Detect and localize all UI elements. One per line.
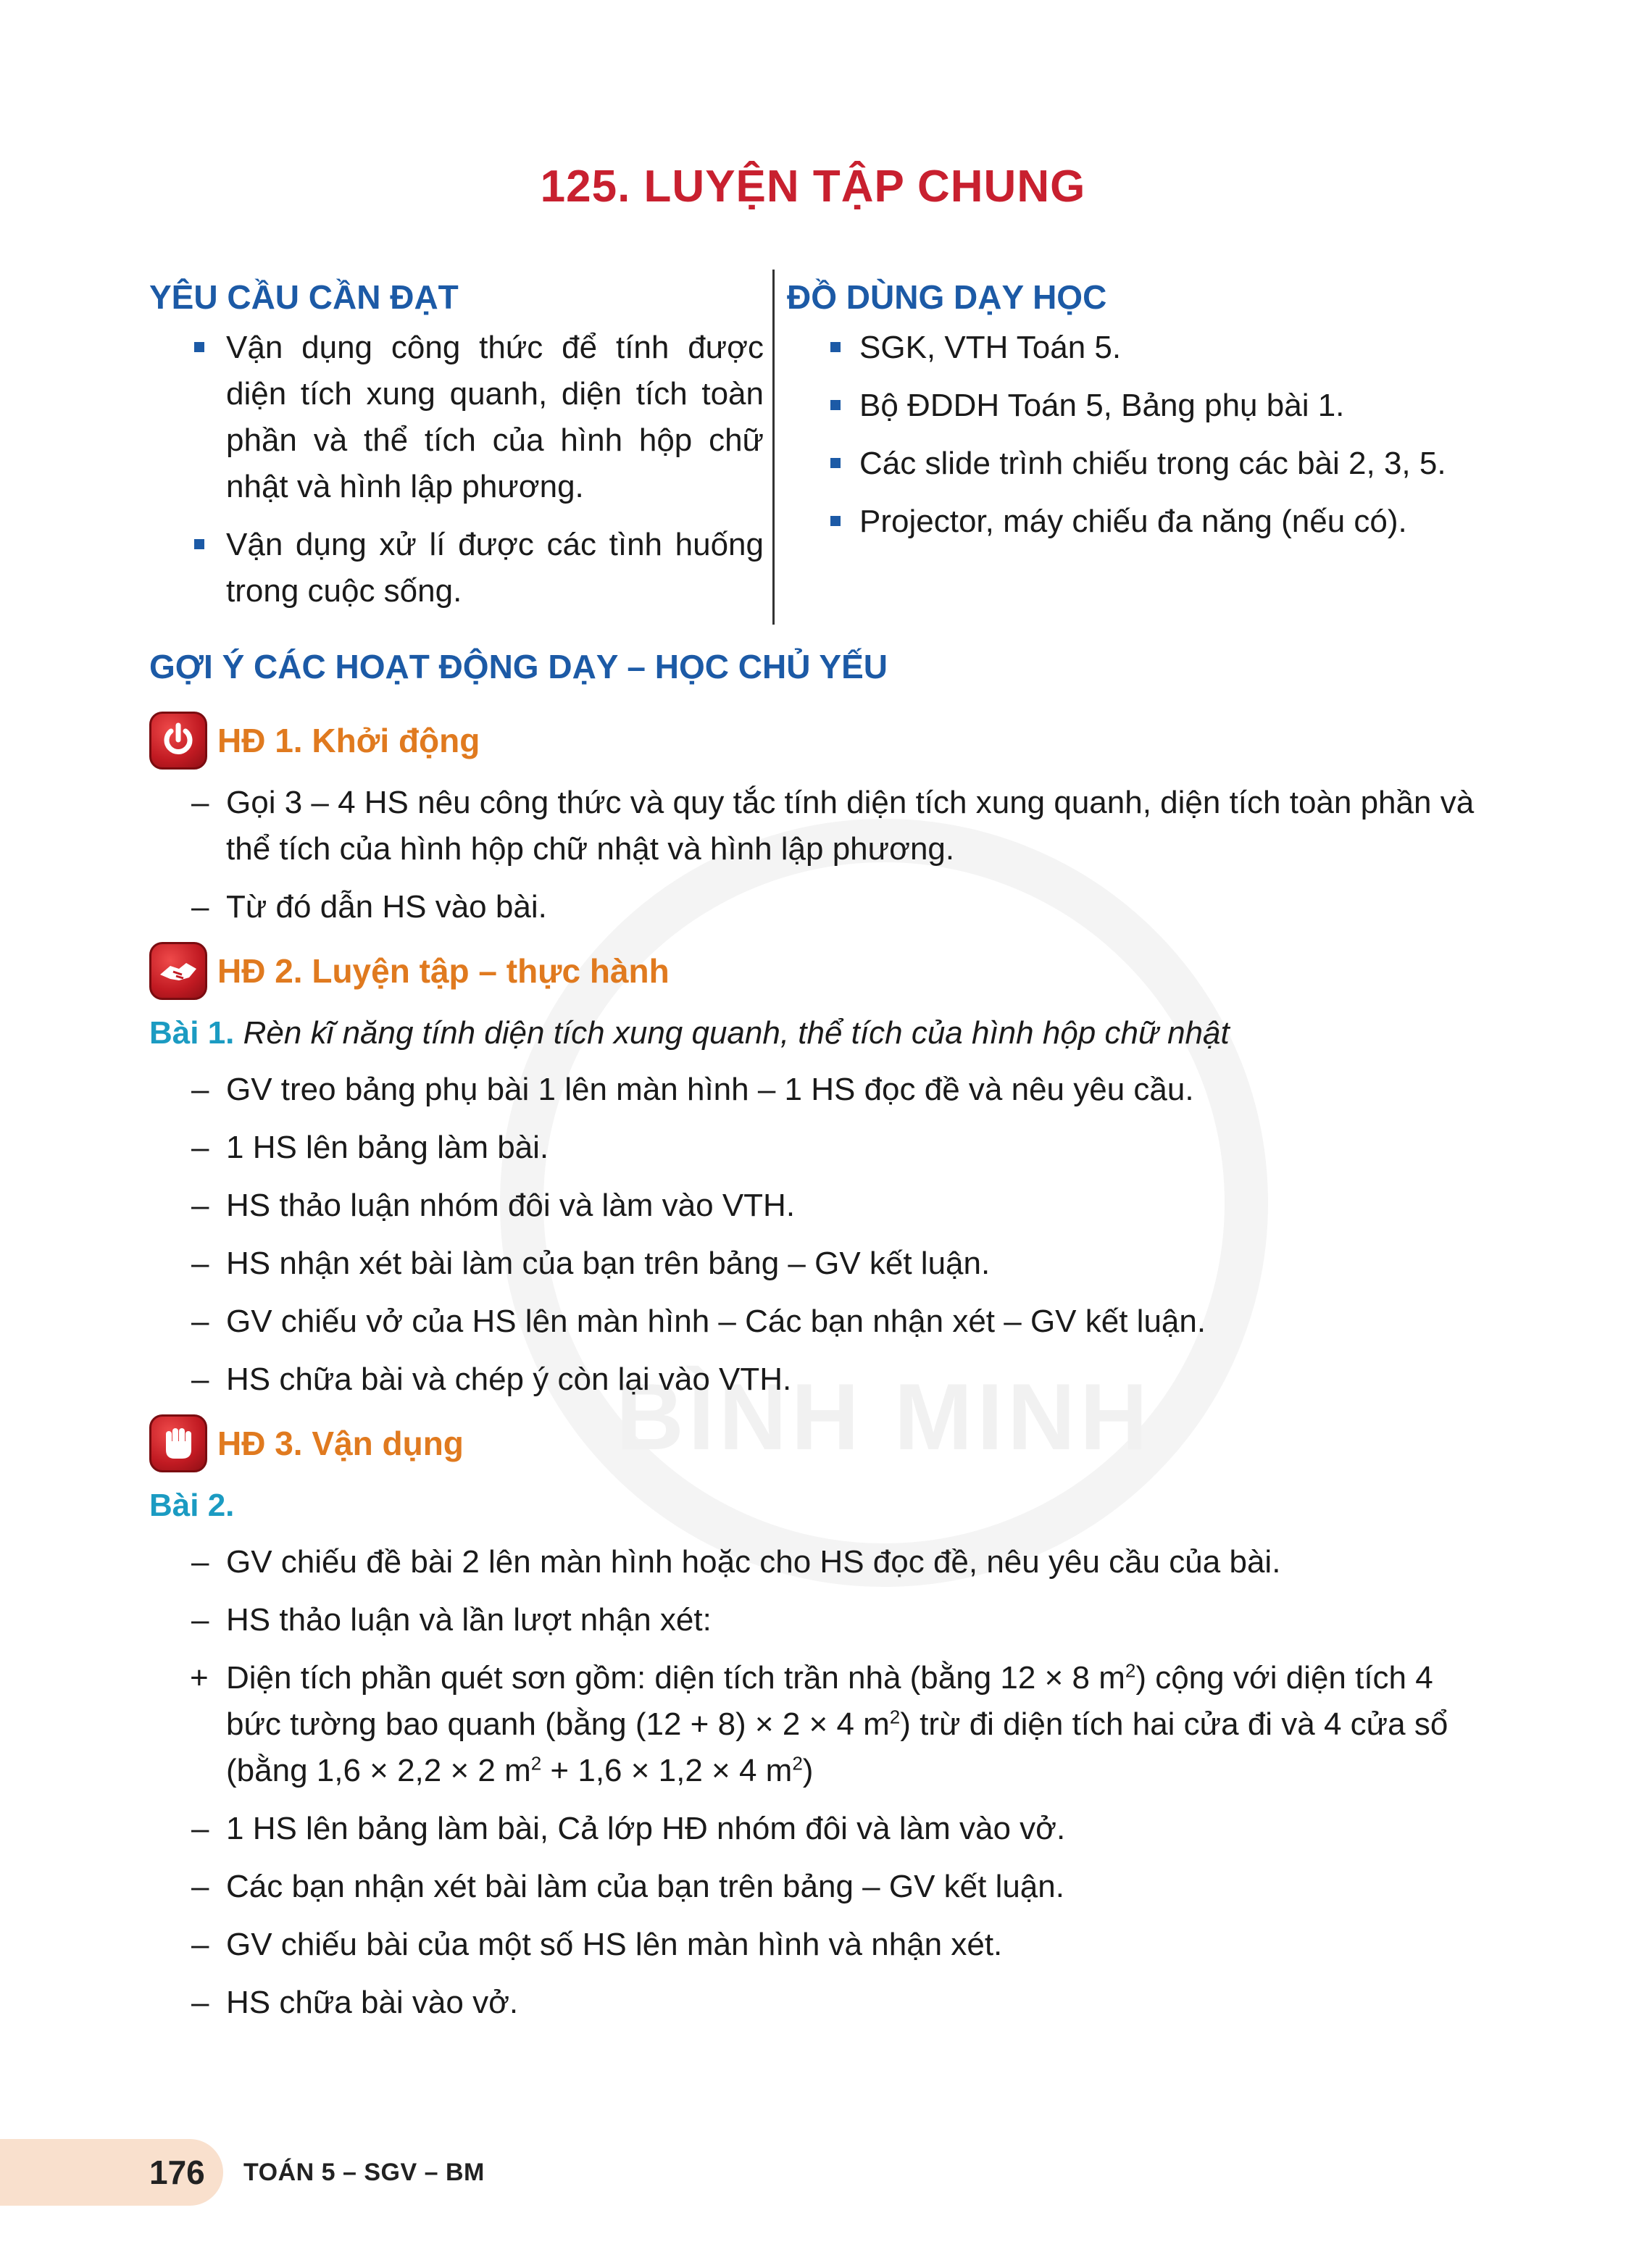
material-item: Bộ ĐDDH Toán 5, Bảng phụ bài 1.	[787, 383, 1483, 429]
exercise-1-description: Rèn kĩ năng tính diện tích xung quanh, thể tích của hình hộp chữ nhật	[243, 1015, 1230, 1051]
requirements-section	[149, 275, 764, 626]
hd3-item: – GV chiếu bài của một số HS lên màn hình và nhận xét.	[149, 1922, 1483, 1968]
hd2-item: – GV treo bảng phụ bài 1 lên màn hình – 1 HS đọc đề và nêu yêu cầu.	[149, 1067, 1483, 1113]
plus-text: Diện tích phần quét sơn gồm: diện tích trần nhà (bằng 12 × 8 m	[226, 1660, 1125, 1696]
requirement-item: Vận dụng xử lí được các tình huống trong cuộc sống.	[149, 522, 764, 614]
page-number: 176	[149, 2154, 205, 2191]
exercise-1-title	[149, 1010, 1483, 1056]
material-item: SGK, VTH Toán 5.	[787, 325, 1483, 371]
activities-section	[149, 645, 1483, 2038]
hd2-item: – HS thảo luận nhóm đôi và làm vào VTH.	[149, 1183, 1483, 1229]
requirements-heading: YÊU CẦU CẦN ĐẠT	[149, 278, 459, 316]
page-title: 125. LUYỆN TẬP CHUNG	[540, 162, 1086, 212]
hd1-item: – Từ đó dẫn HS vào bài.	[149, 884, 1483, 930]
hd3-item: – GV chiếu đề bài 2 lên màn hình hoặc cho HS đọc đề, nêu yêu cầu của bài.	[149, 1539, 1483, 1585]
watermark-text: BÌNH MINH	[615, 1364, 1153, 1469]
column-divider	[772, 270, 775, 625]
materials-heading: ĐỒ DÙNG DẠY HỌC	[787, 278, 1107, 316]
material-item: Các slide trình chiếu trong các bài 2, 3, 5.	[787, 441, 1483, 487]
hd3-item: – HS chữa bài vào vở.	[149, 1980, 1483, 2026]
plus-text: ) cộng với diện tích 4 bức tường bao quanh (bằng (12 + 8) × 2 × 4 m	[226, 1660, 1433, 1742]
hd2-header	[149, 942, 1483, 1000]
hd3-label: HĐ 3. Vận dụng	[217, 1425, 464, 1462]
plus-text: + 1,6 × 1,2 × 4 m	[541, 1753, 793, 1788]
hd3-item: – HS thảo luận và lần lượt nhận xét:	[149, 1597, 1483, 1643]
requirement-item: Vận dụng công thức để tính được diện tích xung quanh, diện tích toàn phần và thể tích của hình hộp chữ nhật và hình lập phương.	[149, 325, 764, 510]
plus-text: ) trừ đi diện tích hai cửa đi và 4 cửa sổ (bằng 1,6 × 2,2 × 2 m	[226, 1706, 1448, 1788]
superscript: 2	[889, 1706, 901, 1728]
exercise-2-title	[149, 1483, 1483, 1529]
materials-section	[787, 275, 1483, 556]
hd3-item: – 1 HS lên bảng làm bài, Cả lớp HĐ nhóm đôi và làm vào vở.	[149, 1806, 1483, 1852]
hd2-item: – GV chiếu vở của HS lên màn hình – Các bạn nhận xét – GV kết luận.	[149, 1298, 1483, 1345]
hd2-item: – HS nhận xét bài làm của bạn trên bảng – GV kết luận.	[149, 1241, 1483, 1287]
plus-text: )	[802, 1753, 814, 1788]
hd1-header	[149, 712, 1483, 770]
handshake-icon	[149, 942, 207, 1000]
superscript: 2	[792, 1752, 803, 1775]
hd3-header	[149, 1414, 1483, 1472]
footer-title: TOÁN 5 – SGV – BM	[243, 2159, 485, 2186]
exercise-2-label: Bài 2.	[149, 1488, 235, 1523]
power-icon	[149, 712, 207, 770]
superscript: 2	[1125, 1659, 1136, 1682]
hd2-item: – HS chữa bài và chép ý còn lại vào VTH.	[149, 1356, 1483, 1403]
activities-heading: GỢI Ý CÁC HOẠT ĐỘNG DẠY – HỌC CHỦ YẾU	[149, 648, 888, 685]
superscript: 2	[530, 1752, 542, 1775]
hd1-item: – Gọi 3 – 4 HS nêu công thức và quy tắc tính diện tích xung quanh, diện tích toàn phần và thể tích của hình hộp chữ nhật và hình lập phương.	[149, 780, 1483, 872]
material-item: Projector, máy chiếu đa năng (nếu có).	[787, 499, 1483, 545]
hd1-label: HĐ 1. Khởi động	[217, 722, 480, 759]
fist-icon	[149, 1414, 207, 1472]
hd2-item: – 1 HS lên bảng làm bài.	[149, 1125, 1483, 1171]
exercise-1-label: Bài 1.	[149, 1015, 235, 1051]
hd3-item: – Các bạn nhận xét bài làm của bạn trên bảng – GV kết luận.	[149, 1864, 1483, 1910]
hd2-label: HĐ 2. Luyện tập – thực hành	[217, 952, 670, 990]
hd3-plus-item	[149, 1655, 1483, 1794]
